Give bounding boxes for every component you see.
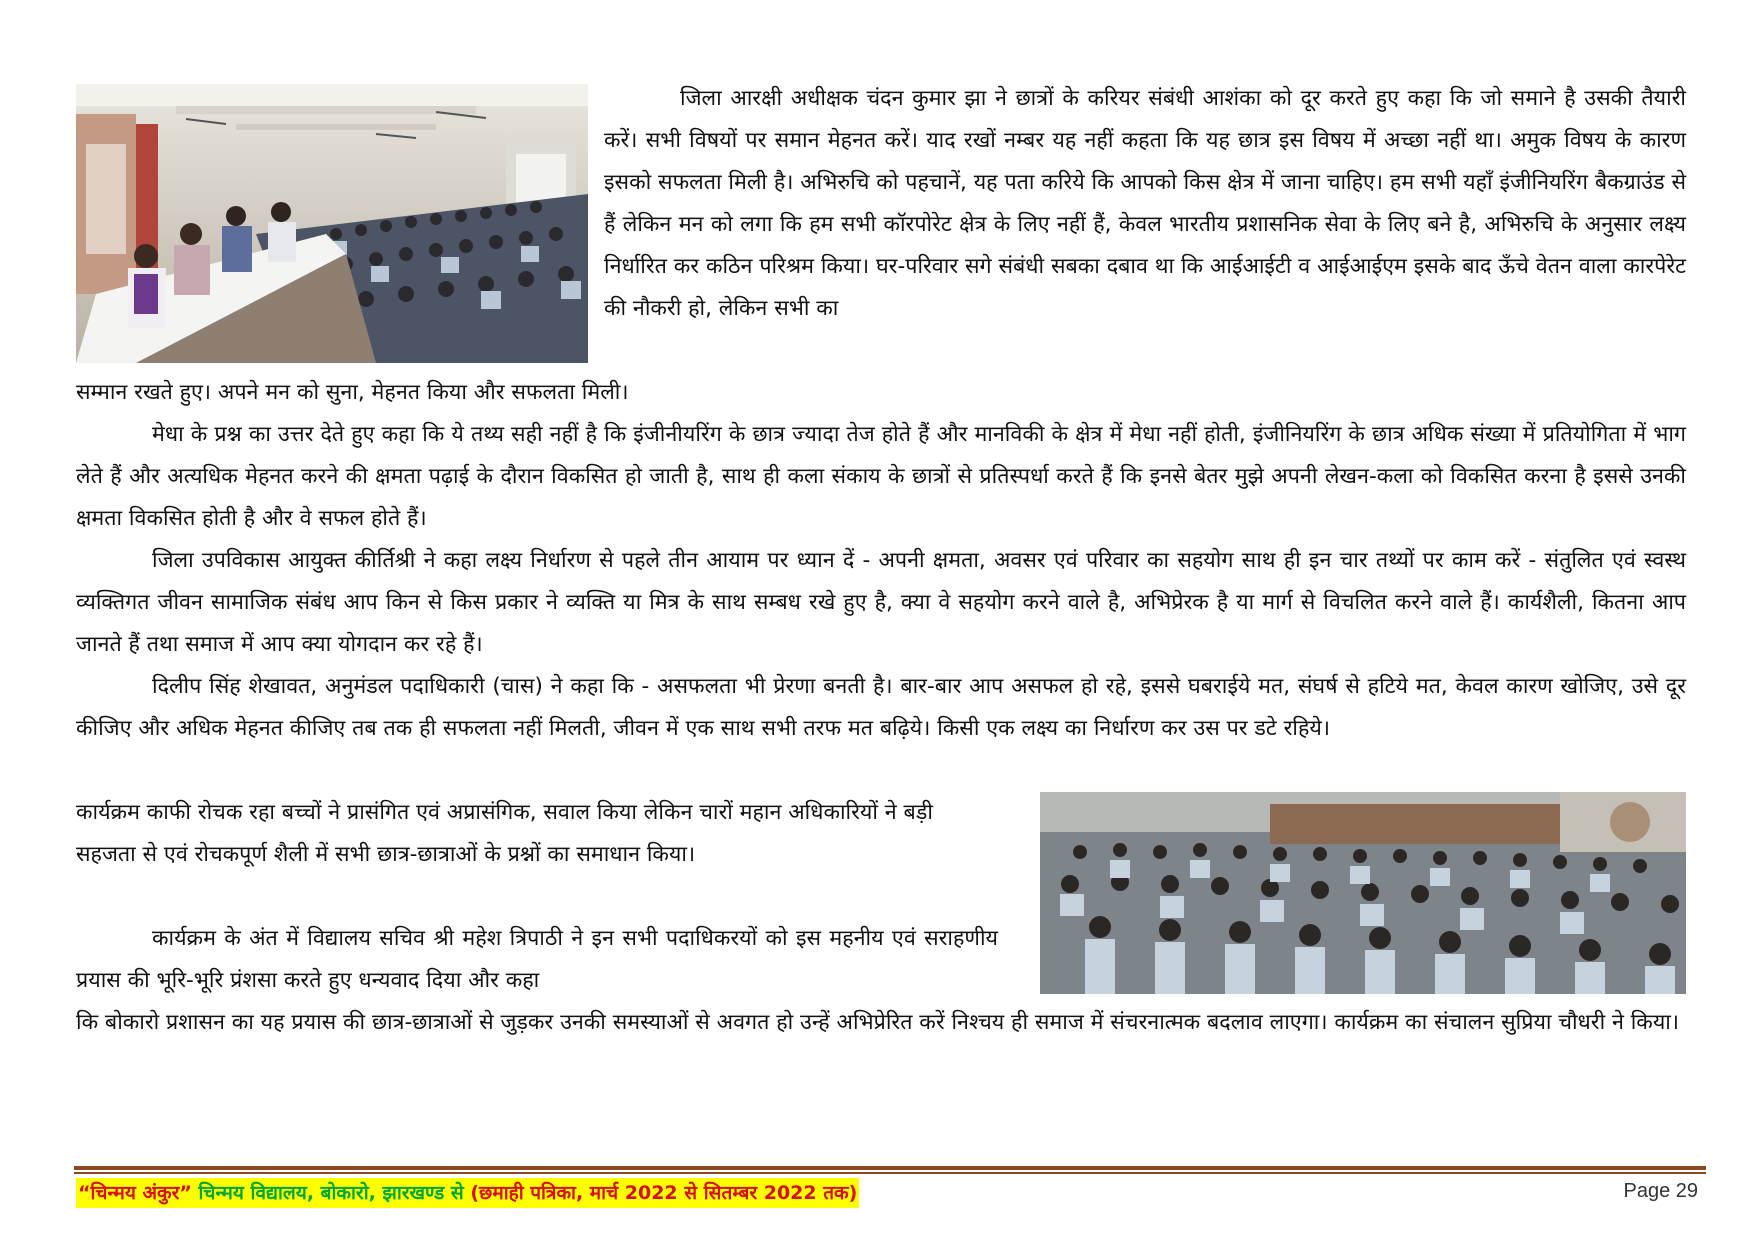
footer-magazine-line (76, 1178, 859, 1208)
paragraph-sdo-speech: दिलीप सिंह शेखावत, अनुमंडल पदाधिकारी (चास) ने कहा कि - असफलता भी प्रेरणा बनती है। बार-बार आप असफल हो रहे, इससे घबराईये मत, संघर्ष से हटिये मत, केवल कारण खोजिए, उसे दूर कीजिए और अधिक मेहनत कीजिए तब तक ही सफलता नहीं मिलती, जीवन में एक साथ सभी तरफ मत बढ़िये। किसी एक लक्ष्य का निर्धारण कर उस पर डटे रहिये। (76, 674, 1686, 741)
paragraph-sp-speech: जिला आरक्षी अधीक्षक चंदन कुमार झा ने छात्रों के करियर संबंधी आशंका को दूर करते हुए कहा कि जो समाने है उसकी तैयारी करें। सभी विषयों पर समान मेहनत करें। याद रखों नम्बर यह नहीं कहता कि यह छात्र इस विषय में अच्छा नहीं था। अमुक विषय के कारण इसको सफलता मिली है। अभिरुचि को पहचानें, यह पता करिये कि आपको किस क्षेत्र में जाना चाहिए। हम सभी यहाँ इंजीनियरिंग बैकग्राउंड से हैं लेकिन मन को लगा कि हम सभी कॉरपोरेट क्षेत्र के लिए नहीं हैं, केवल भारतीय प्रशासनिक सेवा के लिए बने है, अभिरुचि के अनुसार लक्ष्य निर्धारित कर कठिन परिश्रम किया। घर-परिवार सगे संबंधी सबका दबाव था कि आईआईटी व आईआईएम इसके बाद ऊँचे वेतन वाला कारपेरेट की नौकरी हो, लेकिन सभी का (604, 86, 1686, 321)
paragraph-vote-of-thanks: कार्यक्रम के अंत में विद्यालय सचिव श्री महेश त्रिपाठी ने इन सभी पदाधिकरयों को इस महनीय एवं सराहणीय प्रयास की भूरि-भूरि प्रंशसा करते हुए धन्यवाद दिया और कहा (76, 926, 998, 993)
students-audience-photo (1040, 792, 1686, 994)
seminar-stage-photo (76, 84, 588, 363)
paragraph-engineering-answer: मेधा के प्रश्न का उत्तर देते हुए कहा कि ये तथ्य सही नहीं है कि इंजीनीयरिंग के छात्र ज्यादा तेज होते हैं और मानविकी के क्षेत्र में मेधा नहीं होती, इंजीनियरिंग के छात्र अधिक संख्या में प्रतियोगिता में भाग लेते हैं और अत्यधिक मेहनत करने की क्षमता पढ़ाई के दौरान विकसित हो जाती है, साथ ही कला संकाय के छात्रों से प्रतिस्पर्धा करते हैं कि इनसे बेतर मुझे अपनी लेखन-कला को विकसित करना है इससे उनकी क्षमता विकसित होती है और वे सफल होते हैं। (76, 422, 1686, 531)
page-number: Page 29 (1623, 1180, 1698, 1202)
paragraph-vote-of-thanks-end: कि बोकारो प्रशासन का यह प्रयास की छात्र-छात्राओं से जुड़कर उनकी समस्याओं से अवगत हो उन्हें अभिप्रेरित करें निश्चय ही समाज में संचरनात्मक बदलाव लाएगा। कार्यक्रम का संचालन सुप्रिया चौधरी ने किया। (76, 1010, 1680, 1035)
paragraph-ddc-speech: जिला उपविकास आयुक्त कीर्तिश्री ने कहा लक्ष्य निर्धारण से पहले तीन आयाम पर ध्यान दें - अपनी क्षमता, अवसर एवं परिवार का सहयोग साथ ही इन चार तथ्यों पर काम करें - संतुलित एवं स्वस्थ व्यक्तिगत जीवन सामाजिक संबंध आप किन से किस प्रकार ने व्यक्ति या मित्र के साथ सम्बध रखे हुए है, क्या वे सहयोग करने वाले है, अभिप्रेरक है या मार्ग से विचलित करने वाले हैं। कार्यशैली, कितना आप जानते हैं तथा समाज में आप क्या योगदान कर रहे हैं। (76, 548, 1686, 657)
footer-rule-thick (74, 1166, 1706, 1170)
footer-edition: (छमाही पत्रिका, मार्च 2022 से सितम्बर 2022 तक) (470, 1182, 858, 1204)
paragraph-sp-speech-end: सम्मान रखते हुए। अपने मन को सुना, मेहनत किया और सफलता मिली। (76, 380, 629, 405)
footer-magazine-name: “चिन्मय अंकुर” (78, 1182, 192, 1204)
footer-rule-thin (74, 1172, 1706, 1174)
paragraph-program-summary: कार्यक्रम काफी रोचक रहा बच्चों ने प्रासंगित एवं अप्रासंगिक, सवाल किया लेकिन चारों महान अधिकारियों ने बड़ी सहजता से एवं रोचकपूर्ण शैली में सभी छात्र-छात्राओं के प्रश्नों का समाधान किया। (76, 800, 933, 867)
footer-school: चिन्मय विद्यालय, बोकारो, झारखण्ड से (198, 1182, 464, 1204)
